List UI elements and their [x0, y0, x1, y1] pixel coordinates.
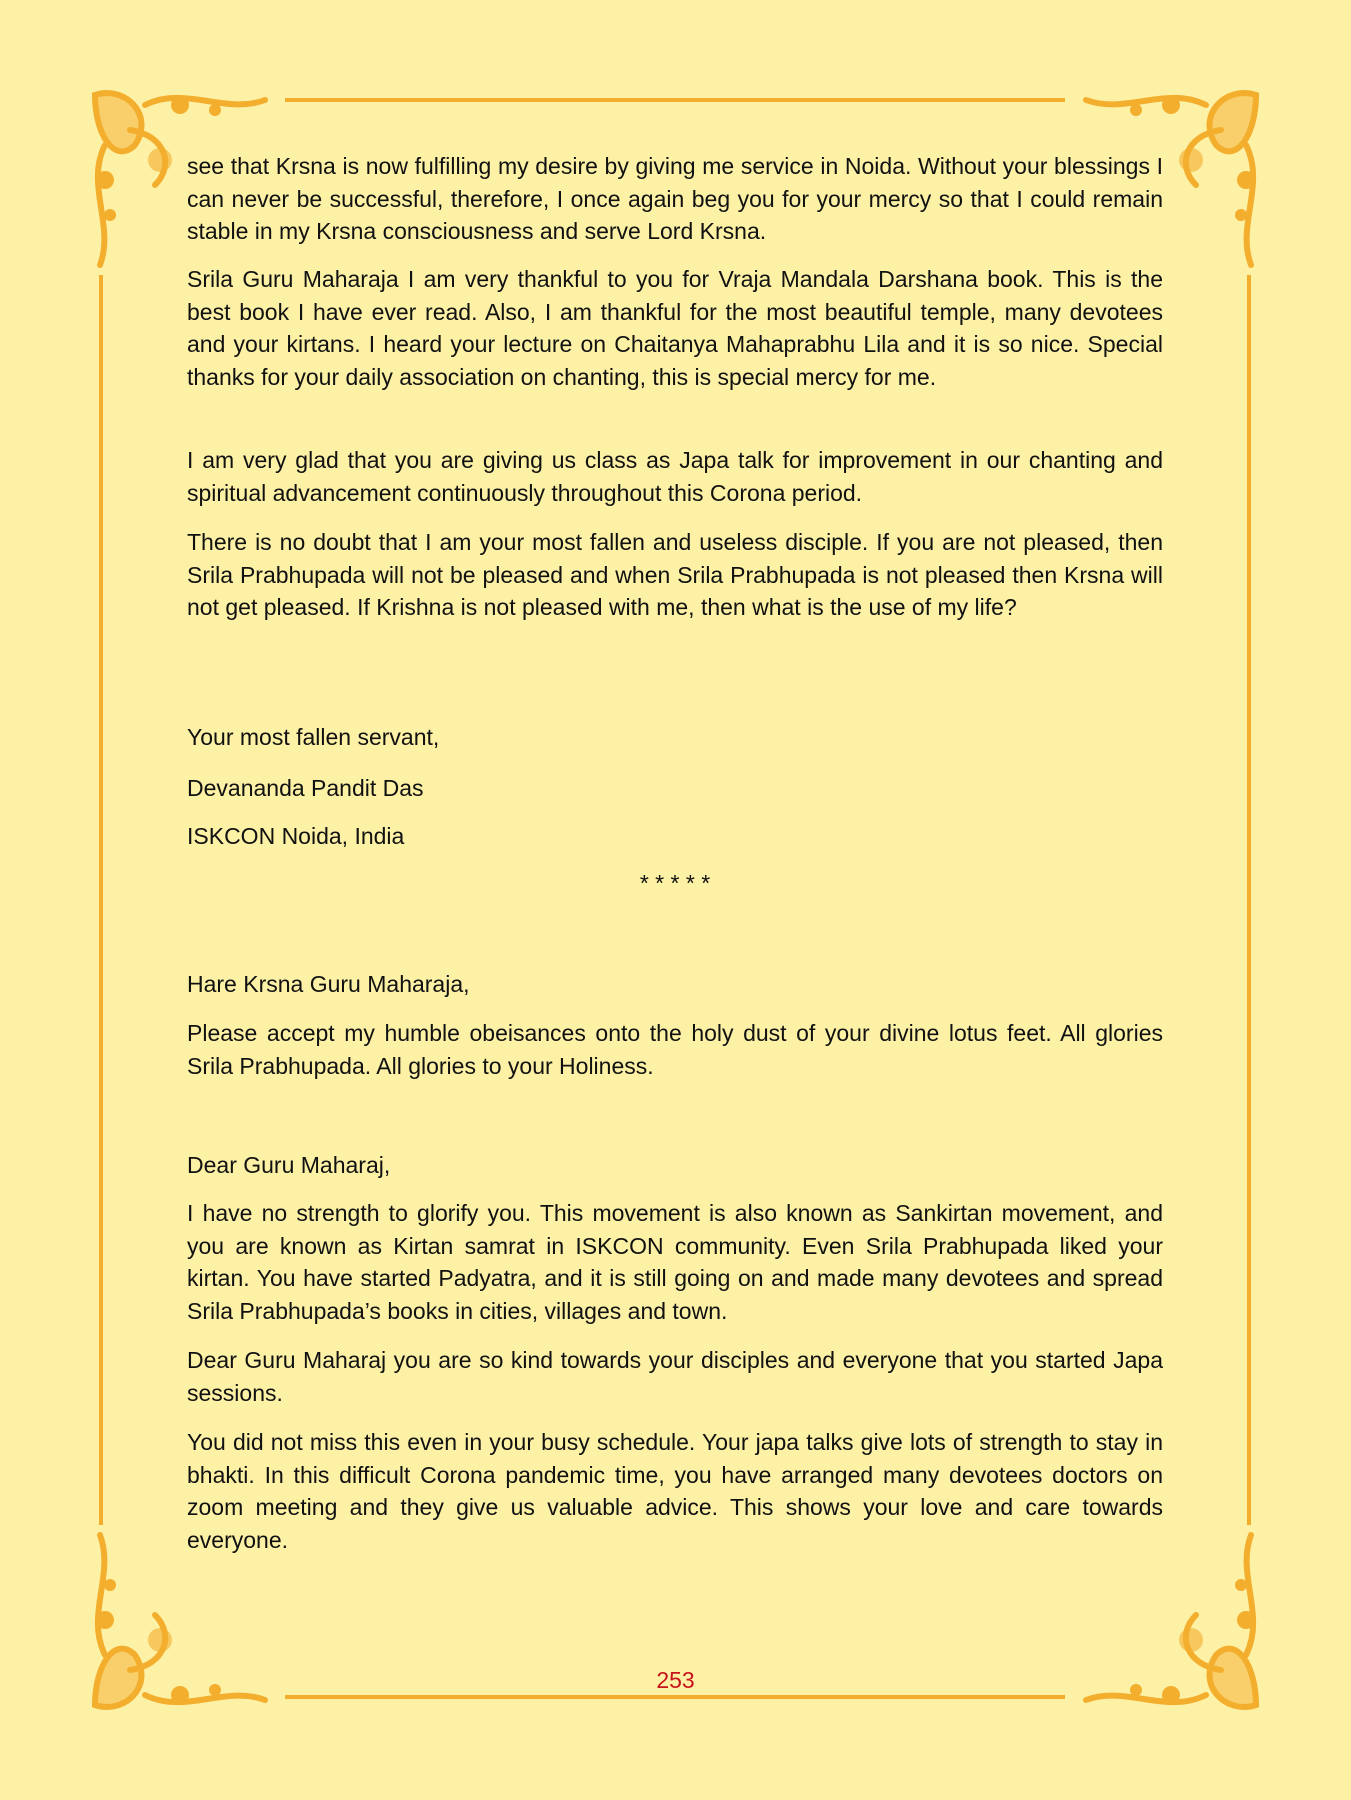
signature-closing: Your most fallen servant, [187, 724, 440, 750]
paragraph: There is no doubt that I am your most fallen and useless disciple. If you are not pleased, then Srila Prabhupada will not be pleased and when Srila Prabhupada is not pleased then Krsna will not get pleased. If Krishna is not pleased with me, then what is the use of my life? [187, 529, 1163, 621]
separator: * * * * * [639, 870, 711, 896]
border-right [1247, 275, 1251, 1525]
paragraph: see that Krsna is now fulfilling my desire by giving me service in Noida. Without your blessings I can never be successful, therefore, I once again beg you for your mercy so that I could remain stable in my Krsna consciousness and serve Lord Krsna. [187, 153, 1163, 245]
greeting: Dear Guru Maharaj, [187, 1152, 391, 1178]
paragraph: I have no strength to glorify you. This movement is also known as Sankirtan movement, and you are known as Kirtan samrat in ISKCON community. Even Srila Prabhupada liked your kirtan. You have started Padyatra, and it is still going on and made many devotees and spread Srila Prabhupada’s books in cities, villages and town. [187, 1200, 1163, 1325]
signature-location: ISKCON Noida, India [187, 823, 405, 849]
paragraph: Srila Guru Maharaja I am very thankful to you for Vraja Mandala Darshana book. This is the best book I have ever read. Also, I am thankful for the most beautiful temple, many devotees and your kirtans. I heard your lecture on Chaitanya Mahaprabhu Lila and it is so nice. Special thanks for your daily association on chanting, this is special mercy for me. [187, 266, 1163, 391]
page-number: 253 [656, 1667, 695, 1693]
paragraph: I am very glad that you are giving us class as Japa talk for improvement in our chanting and spiritual advancement continuously throughout this Corona period. [187, 447, 1163, 506]
obeisance-paragraph: Please accept my humble obeisances onto the holy dust of your divine lotus feet. All glories Srila Prabhupada. All glories to your Holiness. [187, 1020, 1163, 1079]
paragraph: You did not miss this even in your busy schedule. Your japa talks give lots of strength to stay in bhakti. In this difficult Corona pandemic time, you have arranged many devotees doctors on zoom meeting and they give us valuable advice. This shows your love and care towards everyone. [187, 1429, 1163, 1554]
border-left [99, 275, 103, 1525]
signature-name: Devananda Pandit Das [187, 775, 424, 801]
paragraph: Dear Guru Maharaj you are so kind towards your disciples and everyone that you started Japa sessions. [187, 1347, 1163, 1406]
salutation: Hare Krsna Guru Maharaja, [187, 971, 470, 997]
border-bottom [285, 1695, 1065, 1699]
border-top [285, 98, 1065, 102]
